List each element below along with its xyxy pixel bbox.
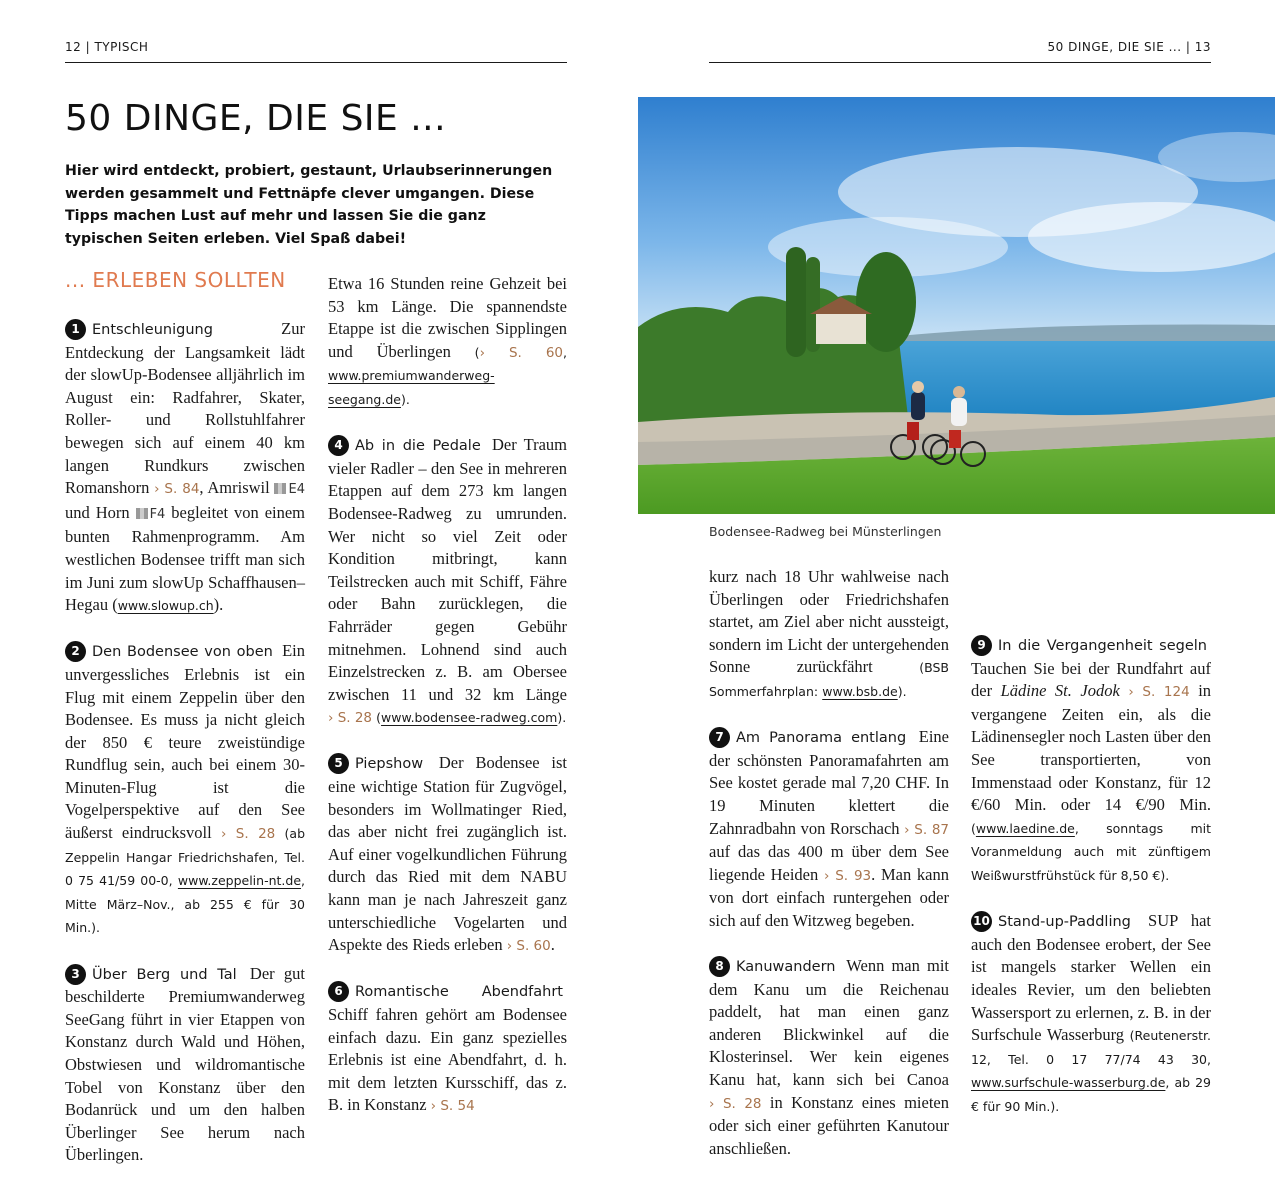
entry-7 bbox=[709, 726, 949, 932]
entry-text: SUP hat auch den Bodensee erobert, der See ist mangels starker Wellen ein ideales Revier, um den beliebten Wassersport zu erlernen, z. B. in der Surfschule Wasserburg bbox=[971, 911, 1211, 1045]
map-grid-label: E4 bbox=[288, 482, 305, 498]
lake-photo bbox=[638, 97, 1275, 514]
entry-text: Tauchen Sie bei der Rundfahrt auf der bbox=[971, 658, 1211, 701]
entry-number-badge: 1 bbox=[65, 319, 86, 340]
page-reference[interactable]: › S. 87 bbox=[904, 821, 950, 838]
entry-text: in vergangene Zeiten ein, als die Lädinensegler noch Lasten über den See transportierten, von Immenstaad oder Konstanz, für 12 €/60 Min. oder 14 €/90 Min. bbox=[971, 681, 1212, 815]
entry-text: auf das das 400 m über dem See liegende Heiden bbox=[709, 842, 949, 884]
entry-number-badge: 4 bbox=[328, 435, 349, 456]
entry-text: , Amriswil bbox=[199, 478, 270, 498]
running-head-left-text: 12 | TYPISCH bbox=[65, 40, 149, 54]
entry-10 bbox=[971, 910, 1211, 1118]
lake-photo-illustration bbox=[638, 97, 1275, 514]
entry-text: Schiff fahren gehört am Bodensee einfach dazu. Ein ganz spezielles Erlebnis ist eine Abendfahrt, d. h. mit dem letzten Kursschiff, das z. B. in Konstanz bbox=[328, 1005, 567, 1115]
entry-details: (Reutenerstr. 12, Tel. 0 17 77/74 43 30, bbox=[971, 1028, 1212, 1067]
entry-number-badge: 2 bbox=[65, 641, 86, 662]
entry-number-badge: 3 bbox=[65, 964, 86, 985]
entry-text: Ein unvergessliches Erlebnis ist ein Flug mit einem Zeppelin über den Bodensee. Es muss ja nicht gleich der 850 € teure zweistündige Rundflug sein, auch bei einem 30-Minuten-Flug ist die Vogelperspektive auf den See äußerst eindrucksvoll bbox=[65, 641, 305, 843]
entry-text: Wenn man mit dem Kanu um die Reichenau paddelt, hat man einen ganz anderen Blickwinkel auf die Klosterinsel. Wer kein eigenes Kanu hat, kann sich bei Canoa bbox=[709, 956, 949, 1090]
entry-title: Piepshow bbox=[355, 756, 424, 773]
entry-text: begleitet von einem bunten Rahmenprogramm. Am westlichen Bodensee trifft man sich im Juni zum slowUp Schaffhausen–Hegau ( bbox=[65, 502, 306, 615]
entry-text: in Konstanz eines mieten oder sich einer geführten Kanutour anschließen. bbox=[709, 1092, 949, 1158]
page-reference[interactable]: › S. 84 bbox=[154, 481, 200, 498]
entry-details: , sonntags mit Voranmeldung auch mit zünftigem Weißwurstfrühstück für 8,50 €). bbox=[971, 820, 1211, 883]
photo-caption: Bodensee-Radweg bei Münsterlingen bbox=[709, 524, 942, 539]
entry-title: Entschleunigung bbox=[92, 322, 213, 338]
map-reference[interactable] bbox=[136, 507, 166, 522]
entry-number-badge: 9 bbox=[971, 635, 992, 656]
entry-text: Der Traum vieler Radler – den See in mehreren Etappen auf dem 273 km langen Bodensee-Radweg zu umrunden. Wer nicht so viel Zeit oder Kondition mitbringt, kann Teilstrecken auch mit Schiff, Fähre oder Bahn zurücklegen, die Fahrräder gegen Gebühr mitnehmen. Lohnend sind auch Einzelstrecken z. B. am Obersee zwischen 11 und 32 km Länge bbox=[328, 435, 567, 704]
page-reference[interactable]: › S. 60 bbox=[506, 938, 551, 955]
page-reference[interactable]: › S. 93 bbox=[823, 867, 872, 884]
page-reference[interactable]: › S. 54 bbox=[430, 1098, 475, 1115]
house bbox=[816, 312, 866, 344]
entry-text: . bbox=[550, 935, 555, 955]
entry-details: ( bbox=[376, 710, 382, 726]
entry-title: Am Panorama entlang bbox=[736, 730, 907, 747]
web-link[interactable]: www.bodensee-radweg.com bbox=[381, 710, 558, 726]
entry-text: Der Bodensee ist eine wichtige Station für Zugvögel, besonders im Wollmatinger Ried, das aber nicht frei zugänglich ist. Auf einer vogelkundlichen Führung durch das Ried mit dem NABU kann man je nach Jahreszeit ganz unterschiedliche Vogelarten und Aspekte des Rieds erleben bbox=[328, 753, 567, 955]
web-link[interactable]: www.surfschule-wasserburg.de bbox=[971, 1075, 1166, 1091]
entry-title: Ab in die Pedale bbox=[355, 438, 481, 455]
entry-details: (BSB Sommerfahrplan: bbox=[709, 660, 949, 699]
page-reference[interactable]: › S. 28 bbox=[709, 1095, 762, 1112]
entry-title: Stand-up-Paddling bbox=[998, 914, 1131, 931]
entry-number-badge: 10 bbox=[971, 911, 992, 932]
entry-3-continued bbox=[328, 273, 567, 412]
entry-title: Den Bodensee von oben bbox=[92, 644, 273, 661]
entry-text: Etwa 16 Stunden reine Gehzeit bei 53 km Länge. Die spannendste Etappe ist die zwischen Sipplingen und Überlingen bbox=[328, 274, 567, 361]
entry-4 bbox=[328, 434, 567, 730]
entry-number-badge: 7 bbox=[709, 727, 730, 748]
entry-details: ). bbox=[897, 683, 907, 699]
entry-number-badge: 8 bbox=[709, 956, 730, 977]
page-reference[interactable]: › S. 28 bbox=[328, 710, 373, 727]
entry-6 bbox=[328, 980, 567, 1118]
entry-title: Über Berg und Tal bbox=[92, 966, 237, 983]
entry-title: Romantische Abendfahrt bbox=[355, 984, 563, 1001]
poplar-tree bbox=[786, 247, 806, 357]
map-icon bbox=[136, 508, 148, 519]
entry-details: , ab 29 € für 90 Min.). bbox=[971, 1075, 1211, 1114]
running-head-left bbox=[65, 38, 567, 63]
entry-details: ). bbox=[400, 391, 410, 407]
web-link[interactable]: www.slowup.ch bbox=[117, 598, 214, 614]
entry-details: , Mitte März–Nov., ab 255 € für 30 Min.). bbox=[65, 873, 305, 936]
entry-6-continued bbox=[709, 566, 949, 704]
entry-text: und Horn bbox=[65, 502, 130, 522]
map-reference[interactable] bbox=[274, 482, 305, 497]
entry-details: (ab Zeppelin Hangar Friedrichshafen, Tel. 0 75 41/59 00-0, bbox=[65, 826, 306, 889]
entry-text: ). bbox=[213, 595, 224, 615]
entry-number-badge: 5 bbox=[328, 753, 349, 774]
entry-number-badge: 6 bbox=[328, 981, 349, 1002]
intro-paragraph: Hier wird entdeckt, probiert, gestaunt, Urlaubserinnerungen werden gesammelt und Fettnäpfe clever umgangen. Diese Tipps machen Lust auf mehr und lassen Sie die ganz typischen Seiten erleben. Viel Spaß dabei! bbox=[65, 163, 553, 247]
entry-text: Eine der schönsten Panoramafahrten am See kostet gerade mal 7,20 CHF. In 19 Minuten klettert die Zahnradbahn von Rorschach bbox=[709, 727, 949, 838]
entry-text: . Man kann von dort einfach runtergehen oder sich auf den Witzweg begeben. bbox=[709, 864, 949, 930]
entry-5 bbox=[328, 752, 567, 957]
ship-name: Lädine St. Jodok bbox=[1000, 681, 1120, 701]
web-link[interactable]: www.premiumwanderweg-seegang.de bbox=[328, 368, 495, 407]
page-reference[interactable]: › S. 28 bbox=[220, 826, 276, 843]
web-link[interactable]: www.zeppelin-nt.de bbox=[177, 873, 302, 889]
page-title: 50 DINGE, DIE SIE ... bbox=[65, 98, 447, 139]
entry-text: kurz nach 18 Uhr wahlweise nach Überlingen oder Friedrichshafen startet, am Ziel aber nicht aussteigt, sondern im Licht der untergehenden Sonne zurückfährt bbox=[709, 567, 949, 677]
entry-2 bbox=[65, 640, 305, 940]
page-reference[interactable]: › S. 60 bbox=[479, 344, 564, 361]
entry-8 bbox=[709, 955, 949, 1160]
column-4 bbox=[971, 566, 1211, 1141]
entry-details: ( bbox=[474, 344, 480, 360]
running-head-right-text: 50 DINGE, DIE SIE ... | 13 bbox=[1047, 40, 1211, 54]
column-3 bbox=[709, 566, 949, 1183]
running-head-right bbox=[709, 38, 1211, 63]
entry-details: , bbox=[563, 344, 567, 360]
web-link[interactable]: www.bsb.de bbox=[822, 683, 898, 699]
column-2 bbox=[328, 273, 567, 1141]
entry-9 bbox=[971, 634, 1211, 888]
entry-details: ( bbox=[971, 820, 976, 836]
map-icon bbox=[274, 483, 286, 494]
entry-details: ). bbox=[557, 710, 567, 726]
entry-text: Der gut beschilderte Premiumwanderweg SeeGang führt in vier Etappen von Konstanz durch Wald und Höhen, Obstwiesen und wildromantische Tobel von Konstanz über den Bodanrück und um den halben Überlinger See herum nach Überlingen. bbox=[65, 963, 305, 1165]
entry-title: Kanuwandern bbox=[736, 959, 836, 976]
entry-3 bbox=[65, 963, 305, 1167]
column-1 bbox=[65, 318, 305, 1190]
entry-title: In die Vergangenheit segeln bbox=[998, 638, 1207, 654]
page-reference[interactable]: › S. 124 bbox=[1128, 684, 1190, 701]
entry-text: Zur Entdeckung der Langsamkeit lädt der slowUp-Bodensee alljährlich im August ein: Radfahrer, Skater, Roller- und Rollstuhlfahrer bewegen sich auf einem 40 km langen Rundkurs zwischen Romanshorn bbox=[65, 319, 305, 498]
entry-1 bbox=[65, 318, 305, 618]
web-link[interactable]: www.laedine.de bbox=[975, 820, 1075, 836]
section-heading: ... ERLEBEN SOLLTEN bbox=[65, 268, 286, 292]
map-grid-label: F4 bbox=[149, 506, 166, 522]
